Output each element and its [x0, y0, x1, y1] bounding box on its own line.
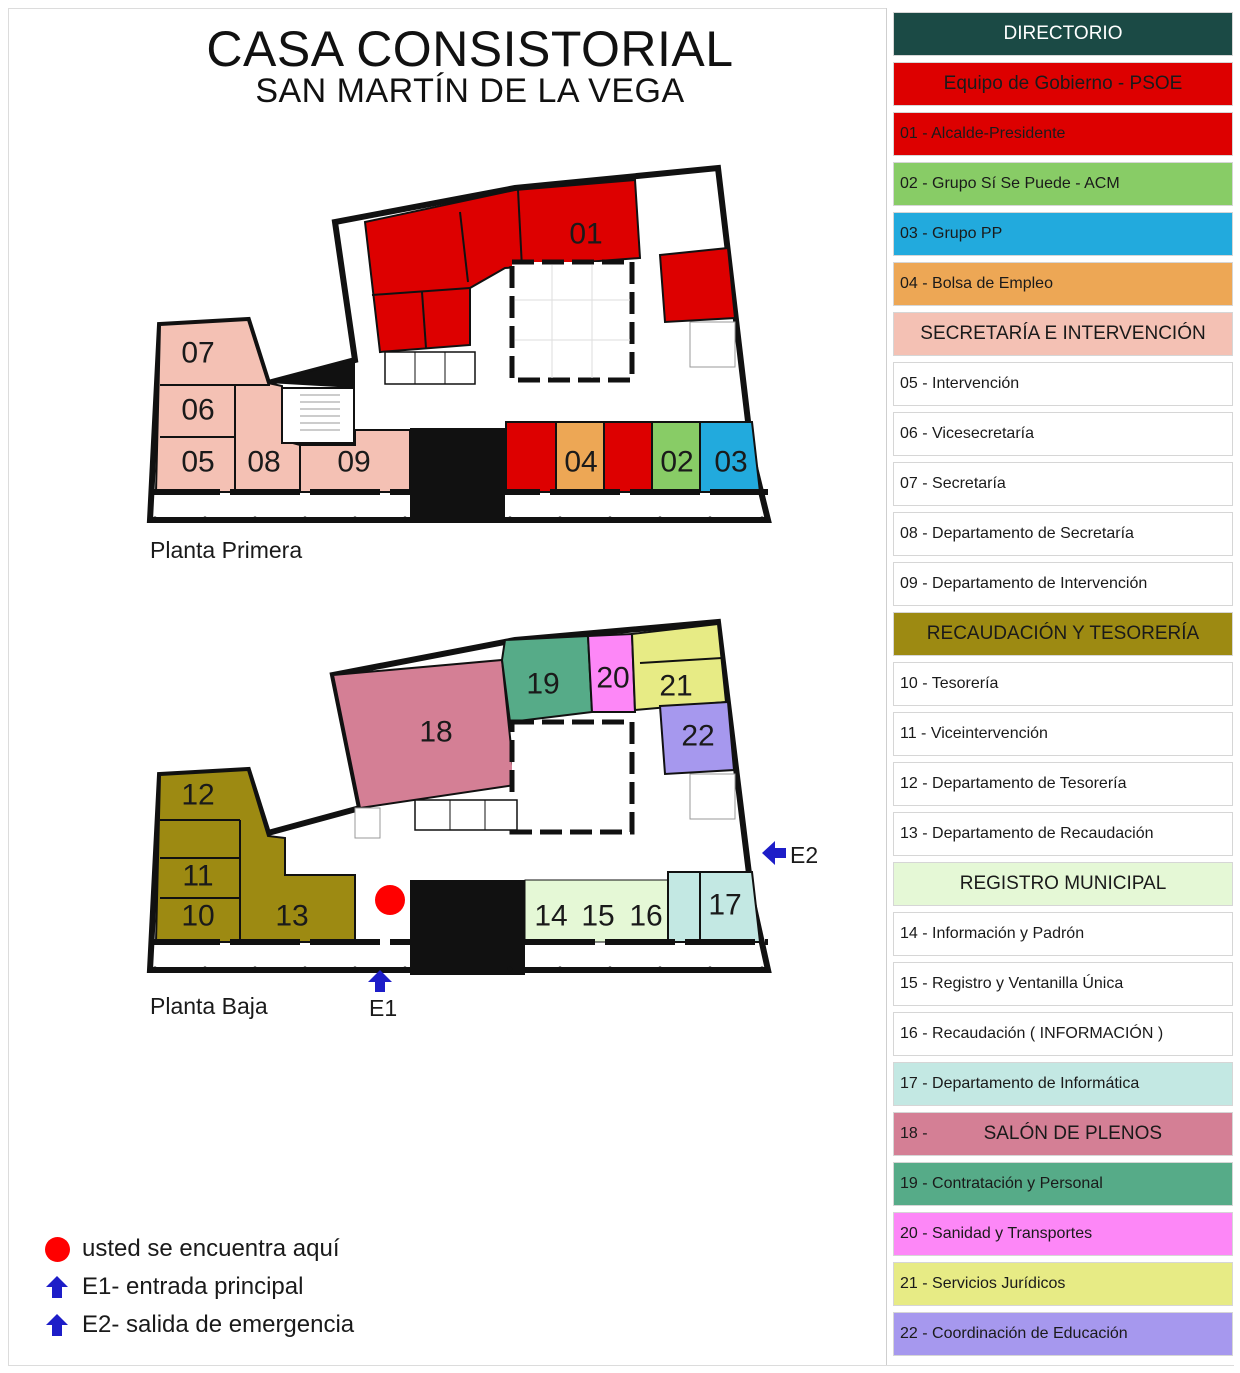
- directory-item-label: DIRECTORIO: [1003, 23, 1123, 44]
- directory-item-label: 14 - Información y Padrón: [900, 925, 1085, 942]
- entrance-e1-label: E1: [369, 995, 398, 1021]
- room-label-08: 08: [247, 445, 281, 479]
- directory-item-label: SECRETARÍA E INTERVENCIÓN: [920, 323, 1206, 344]
- directory-item-label: 21 - Servicios Jurídicos: [900, 1275, 1066, 1292]
- room-label-07: 07: [181, 336, 215, 370]
- directory-item: [893, 1062, 1233, 1106]
- restrooms-ground: [415, 800, 517, 830]
- stairs-ground: [355, 808, 380, 838]
- directory-header: [893, 312, 1233, 356]
- directory-item: [893, 1112, 1233, 1156]
- legend-item-e1: [44, 1268, 354, 1306]
- directory-header: [893, 612, 1233, 656]
- directory-item: [893, 962, 1233, 1006]
- directory-item: [893, 262, 1233, 306]
- directory-item: [893, 662, 1233, 706]
- directory-item: [893, 762, 1233, 806]
- directory-item-label: 07 - Secretaría: [900, 475, 1006, 492]
- room-label-01: 01: [569, 217, 603, 251]
- directory-item: [893, 1012, 1233, 1056]
- directory-item-label: 10 - Tesorería: [900, 675, 999, 692]
- directory-item: [893, 362, 1233, 406]
- directory-item-label: 17 - Departamento de Informática: [900, 1075, 1140, 1092]
- room-label-15: 15: [581, 899, 615, 933]
- entrance-e2-label: E2: [790, 842, 819, 868]
- room-label-21: 21: [659, 669, 693, 703]
- legend-label: E2- salida de emergencia: [82, 1311, 355, 1338]
- directory-item: [893, 1262, 1233, 1306]
- directory-item: [893, 412, 1233, 456]
- core-block-first: [410, 428, 505, 523]
- floor-plan-first: [150, 168, 768, 563]
- directory-item: [893, 512, 1233, 556]
- directory-item-label: 18 -: [900, 1125, 928, 1142]
- directory-item-label: 13 - Departamento de Recaudación: [900, 825, 1154, 842]
- floor-plan-ground: [150, 622, 818, 1021]
- arrow-up-icon: [44, 1274, 70, 1300]
- directory-item-label: 04 - Bolsa de Empleo: [900, 275, 1053, 292]
- restrooms-first: [385, 352, 475, 384]
- room-label-02: 02: [660, 445, 694, 479]
- directory-item: [893, 712, 1233, 756]
- legend-label: E1- entrada principal: [82, 1273, 304, 1300]
- map-legend: [44, 1230, 354, 1344]
- directory-item-label: RECAUDACIÓN Y TESORERÍA: [926, 623, 1200, 644]
- directory-item-label: 09 - Departamento de Intervención: [900, 575, 1148, 592]
- directory-item: [893, 562, 1233, 606]
- directory-item-label: 01 - Alcalde-Presidente: [900, 125, 1066, 142]
- arrow-up-icon: [44, 1312, 70, 1338]
- page-subtitle: SAN MARTÍN DE LA VEGA: [255, 72, 685, 110]
- directory-item-label: REGISTRO MUNICIPAL: [959, 873, 1167, 894]
- room-psoe-front-b: [604, 422, 652, 492]
- room-01-annex: [660, 248, 735, 322]
- legend-item-here: [44, 1230, 354, 1268]
- directory-item-title: SALÓN DE PLENOS: [983, 1123, 1163, 1144]
- directory-item-label: 03 - Grupo PP: [900, 225, 1003, 242]
- page-title: CASA CONSISTORIAL: [206, 21, 734, 77]
- room-label-04: 04: [564, 445, 598, 479]
- room-label-22: 22: [681, 719, 715, 753]
- directory-item-label: 06 - Vicesecretaría: [900, 425, 1034, 442]
- stairs-first-right: [690, 322, 735, 367]
- directory-header: [893, 62, 1233, 106]
- room-label-03: 03: [714, 445, 748, 479]
- directory-item-label: 15 - Registro y Ventanilla Única: [900, 975, 1124, 992]
- entrance-e1-arrow-icon: [368, 970, 392, 992]
- stairs-ground-right: [690, 774, 735, 819]
- directory-item-label: 19 - Contratación y Personal: [900, 1175, 1103, 1192]
- room-label-19: 19: [526, 667, 560, 701]
- directory-item-label: 16 - Recaudación ( INFORMACIÓN ): [900, 1025, 1164, 1042]
- legend-item-e2: [44, 1306, 354, 1344]
- room-label-16: 16: [629, 899, 663, 933]
- directory-item-label: 11 - Viceintervención: [900, 725, 1048, 742]
- room-psoe-front-a: [506, 422, 556, 492]
- directory-item-label: 08 - Departamento de Secretaría: [900, 525, 1134, 542]
- directory-item: [893, 812, 1233, 856]
- directory-item-label: 12 - Departamento de Tesorería: [900, 775, 1127, 792]
- room-label-10: 10: [181, 899, 215, 933]
- directory-item: [893, 112, 1233, 156]
- courtyard-ground: [512, 722, 632, 832]
- floor-label-first: Planta Primera: [150, 537, 303, 563]
- room-label-11: 11: [182, 859, 214, 893]
- room-label-14: 14: [534, 899, 568, 933]
- entrance-e2-arrow-icon: [762, 841, 786, 865]
- legend-label: usted se encuentra aquí: [82, 1235, 340, 1262]
- floor-label-ground: Planta Baja: [150, 993, 268, 1019]
- you-are-here-marker: [375, 885, 405, 915]
- room-label-18: 18: [419, 715, 453, 749]
- directory-header: [893, 12, 1233, 56]
- directory-header: [893, 862, 1233, 906]
- directory-item: [893, 462, 1233, 506]
- red-dot-icon: [44, 1236, 70, 1262]
- room-label-09: 09: [337, 445, 371, 479]
- room-label-20: 20: [596, 661, 630, 695]
- directory-item: [893, 212, 1233, 256]
- directory-item-label: 20 - Sanidad y Transportes: [900, 1225, 1093, 1242]
- directory-item: [893, 912, 1233, 956]
- directory-item: [893, 1312, 1233, 1356]
- room-label-17: 17: [708, 888, 742, 922]
- room-label-05: 05: [181, 445, 215, 479]
- directory-item-label: 02 - Grupo Sí Se Puede - ACM: [900, 175, 1120, 192]
- room-label-12: 12: [181, 778, 215, 812]
- directory-item: [893, 162, 1233, 206]
- room-label-06: 06: [181, 393, 215, 427]
- room-label-13: 13: [275, 899, 309, 933]
- courtyard-first: [512, 262, 632, 380]
- directory-item: [893, 1162, 1233, 1206]
- core-block-ground: [410, 880, 525, 975]
- directory-item-label: Equipo de Gobierno - PSOE: [943, 73, 1183, 94]
- directory-panel: [886, 8, 1239, 1365]
- directory-item-label: 22 - Coordinación de Educación: [900, 1325, 1128, 1342]
- directory-item-label: 05 - Intervención: [900, 375, 1020, 392]
- directory-item: [893, 1212, 1233, 1256]
